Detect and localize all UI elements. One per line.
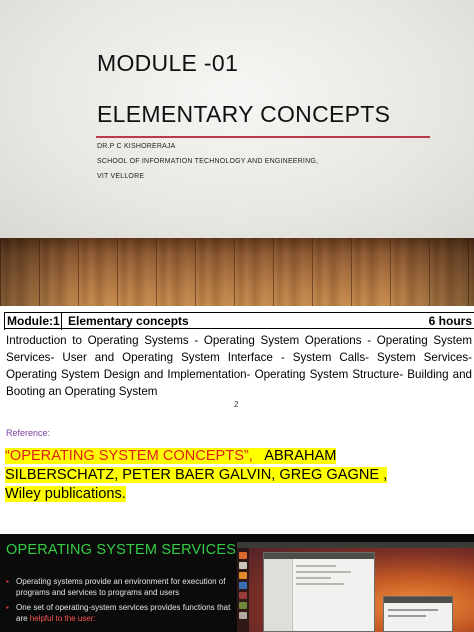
module-syllabus-table	[0, 306, 474, 409]
wooden-floor-image	[0, 238, 474, 306]
slide-title: MODULE -01	[97, 50, 239, 76]
launcher-icon	[239, 612, 247, 619]
book-authors: ABRAHAM SILBERSCHATZ, PETER BAER GALVIN, GREG GAGNE , Wiley publications.	[5, 448, 388, 502]
module-description: Introduction to Operating Systems - Operating System Operations - Operating System Services- User and Operating System Interface - System Calls- System Services- Operating System Design and Implementation- Operating System Structure- Building and Booting an Operating System	[6, 334, 472, 398]
page-mark: 2	[234, 400, 239, 409]
window-row	[296, 565, 336, 567]
reference-label: Reference:	[6, 428, 51, 438]
table-header-row	[4, 312, 474, 329]
launcher-icon	[239, 572, 247, 579]
window-titlebar	[384, 597, 452, 603]
slide-subtitle: ELEMENTARY CONCEPTS	[97, 101, 391, 127]
author-name: DR.P C KISHORERAJA	[97, 143, 176, 150]
os-services-slide	[0, 534, 474, 632]
title-slide	[0, 0, 474, 238]
module-hours-cell: 6 hours	[428, 314, 472, 328]
window-sidebar	[264, 559, 293, 631]
title-divider	[96, 136, 430, 138]
terminal-window	[383, 596, 453, 632]
launcher-icon	[239, 602, 247, 609]
bullet-text: One set of operating-system services provides functions that are	[16, 603, 231, 623]
launcher-icon	[239, 562, 247, 569]
desktop-top-panel	[237, 542, 474, 548]
os-services-title: OPERATING SYSTEM SERVICES	[6, 542, 237, 558]
reference-citation	[5, 447, 410, 504]
author-institution: VIT VELLORE	[97, 173, 145, 180]
window-row	[296, 577, 331, 579]
square-bullet-icon: ▪	[6, 577, 9, 586]
desktop-screenshot-icon	[237, 542, 474, 632]
window-row	[296, 571, 351, 573]
module-title-cell: Elementary concepts	[68, 314, 189, 328]
square-bullet-icon: ▪	[6, 603, 9, 612]
os-services-bullets	[6, 576, 234, 628]
window-row	[388, 609, 438, 611]
file-manager-window	[263, 552, 375, 632]
bullet-text: Operating systems provide an environment for execution of programs and services to programs and users	[16, 577, 226, 597]
launcher-icon	[239, 582, 247, 589]
bullet-highlight: helpful to the user:	[29, 614, 96, 623]
window-row	[296, 583, 344, 585]
citation-highlight	[5, 448, 387, 502]
reference-slide	[0, 417, 474, 509]
desktop-launcher	[237, 548, 249, 632]
window-row	[388, 615, 426, 617]
floor-vignette	[0, 238, 474, 306]
launcher-icon	[239, 552, 247, 559]
module-number-cell: Module:1	[4, 313, 62, 330]
list-item	[6, 576, 234, 598]
launcher-icon	[239, 592, 247, 599]
list-item	[6, 602, 234, 624]
book-title: “OPERATING SYSTEM CONCEPTS”,	[5, 448, 253, 464]
author-school: SCHOOL OF INFORMATION TECHNOLOGY AND ENGINEERING,	[97, 158, 319, 165]
